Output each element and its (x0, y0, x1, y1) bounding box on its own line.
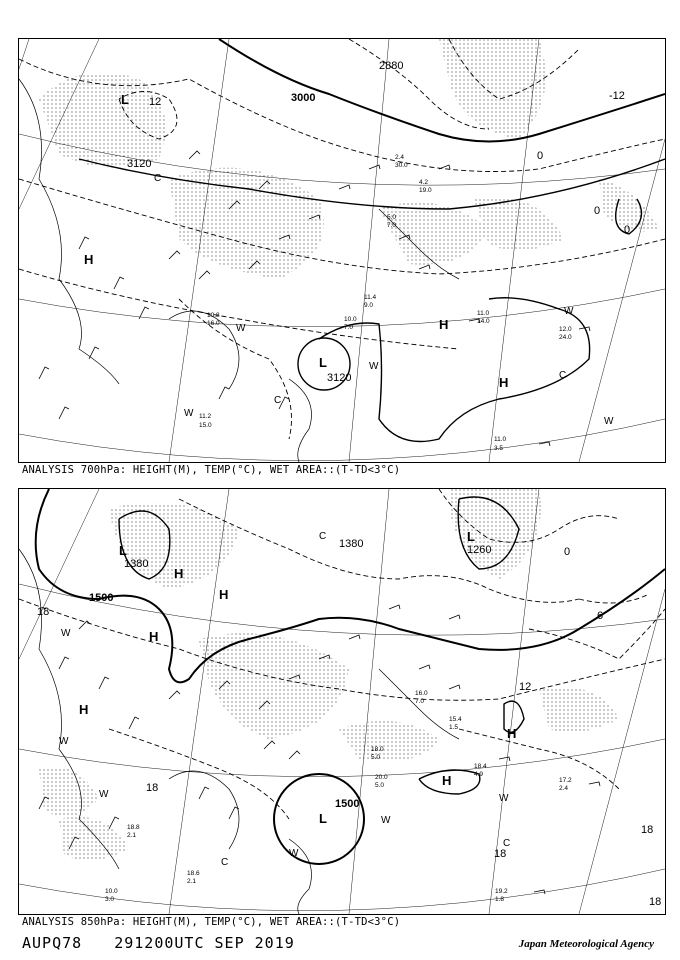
station-700-9-dep: 30.0 (395, 162, 408, 169)
station-700-1-temp: 11.0 (477, 310, 490, 317)
station-700-4-dep: 9.0 (364, 302, 374, 309)
station-850-5-dep: 5.0 (375, 782, 385, 789)
height-label-850-1500-low: 1500 (335, 798, 360, 810)
low-center-850-west: L (119, 543, 127, 558)
station-700-2-temp: 12.0 (559, 326, 572, 333)
low-center-850-north: L (467, 529, 475, 544)
height-label-850-1500-west: 1500 (89, 592, 114, 604)
station-850-6-temp: 15.4 (449, 716, 462, 723)
cold-mark-850-2: C (503, 838, 511, 849)
product-header (22, 934, 317, 952)
station-700-7-dep: 16.0 (207, 320, 220, 327)
station-850-2-dep: 4.9 (474, 771, 484, 778)
high-center-700-east: H (439, 317, 449, 332)
station-700-4-temp: 11.4 (364, 294, 377, 301)
high-center-850-6: H (507, 726, 517, 741)
station-850-7-dep: 7.0 (415, 698, 425, 705)
height-label-850-1380-north: 1380 (339, 538, 364, 550)
wind-barbs-700 (39, 151, 590, 446)
station-700-3-temp: 11.0 (494, 436, 507, 443)
cold-mark-850-1: C (221, 857, 229, 868)
high-center-850-3: H (149, 629, 159, 644)
station-850-9-dep: 2.1 (187, 878, 197, 885)
agency-name: Japan Meteorological Agency (518, 938, 654, 950)
station-700-5-dep: 7.0 (344, 324, 354, 331)
isotherm-label-850-18-a: 18 (37, 606, 50, 618)
isotherm-label-850-12: 12 (519, 681, 532, 693)
high-center-850-1: H (174, 566, 184, 581)
warm-mark-850-3: W (99, 789, 109, 800)
station-700-10-temp: 5.0 (387, 214, 397, 221)
caption-700hpa: ANALYSIS 700hPa: HEIGHT(M), TEMP(°C), WET AREA::(T-TD<3°C) (22, 464, 401, 476)
warm-mark-850-6: W (499, 793, 509, 804)
station-850-8-dep: 2.1 (127, 832, 137, 839)
map-panel-700hpa (18, 38, 666, 463)
station-700-6-dep: 15.0 (199, 422, 212, 429)
high-center-850-4: H (79, 702, 89, 717)
warm-mark-700-2: W (369, 361, 379, 372)
height-label-700-2880: 2880 (379, 60, 404, 72)
station-700-9-temp: 2.4 (395, 154, 405, 161)
station-850-9-temp: 18.6 (187, 870, 200, 877)
high-center-850-2: H (219, 587, 229, 602)
warm-mark-700-1: W (236, 323, 246, 334)
warm-mark-850-5: W (381, 815, 391, 826)
low-center-700-south: L (319, 355, 327, 370)
valid-time: 291200UTC SEP 2019 (114, 934, 295, 952)
height-label-700-3120-low: 3120 (327, 372, 352, 384)
low-center-850-south: L (319, 811, 327, 826)
station-850-3-dep: 1.8 (495, 896, 505, 903)
station-700-3-dep: 3.5 (494, 445, 504, 452)
isotherm-label-850-18-c: 18 (494, 848, 507, 860)
height-label-850-1380-west: 1380 (124, 558, 149, 570)
isotherm-label-700-0-b: 0 (594, 205, 601, 217)
station-700-8-dep: 19.0 (419, 187, 432, 194)
map-panel-850hpa (18, 488, 666, 915)
station-850-10-dep: 3.0 (105, 896, 115, 903)
station-700-6-temp: 11.2 (199, 413, 212, 420)
station-850-5-temp: 20.0 (375, 774, 388, 781)
station-850-1-temp: 17.2 (559, 777, 572, 784)
height-contours-700 (79, 39, 665, 442)
station-700-1-dep: 14.0 (477, 318, 490, 325)
height-label-700-3120-west: 3120 (127, 158, 152, 170)
warm-mark-700-3: W (564, 306, 574, 317)
isotherm-label-700-0-c: 0 (624, 224, 631, 236)
station-700-2-dep: 24.0 (559, 334, 572, 341)
station-850-3-temp: 19.2 (495, 888, 508, 895)
warm-mark-850-2: W (59, 736, 69, 747)
station-850-6-dep: 1.5 (449, 724, 459, 731)
isotherm-label-700-minus12: -12 (609, 90, 625, 102)
low-center-700-west: L (121, 92, 129, 107)
warm-mark-700-5: W (184, 408, 194, 419)
isotherm-label-700-0-a: 0 (537, 150, 544, 162)
cold-mark-700-2: C (274, 395, 282, 406)
station-850-4-dep: 5.0 (371, 754, 381, 761)
map-700hpa-canvas (19, 39, 665, 462)
station-850-7-temp: 16.0 (415, 690, 428, 697)
height-label-850-1260: 1260 (467, 544, 492, 556)
isotherm-label-850-18-b: 18 (146, 782, 159, 794)
isotherm-label-850-18-d: 18 (641, 824, 654, 836)
warm-mark-700-4: W (604, 416, 614, 427)
height-label-700-3000: 3000 (291, 92, 316, 104)
isotherm-label-700-12: 12 (149, 96, 162, 108)
station-850-1-dep: 2.4 (559, 785, 569, 792)
station-850-10-temp: 10.0 (105, 888, 118, 895)
map-850hpa-canvas (19, 489, 665, 914)
station-700-8-temp: 4.2 (419, 179, 429, 186)
high-center-700-west: H (84, 252, 94, 267)
station-850-4-temp: 18.0 (371, 746, 384, 753)
isotherm-label-850-18-e: 18 (649, 896, 662, 908)
high-center-700-southeast: H (499, 375, 509, 390)
cold-mark-700-3: C (559, 370, 567, 381)
station-700-7-temp: 10.8 (207, 312, 220, 319)
warm-mark-850-1: W (61, 628, 71, 639)
high-center-850-5: H (442, 773, 452, 788)
cold-mark-700-1: C (154, 173, 162, 184)
isotherm-label-850-0: 0 (564, 546, 571, 558)
station-700-10-dep: 7.0 (387, 222, 397, 229)
warm-mark-850-4: W (289, 848, 299, 859)
caption-850hpa: ANALYSIS 850hPa: HEIGHT(M), TEMP(°C), WET AREA::(T-TD<3°C) (22, 916, 401, 928)
cold-mark-850-3: C (319, 531, 327, 542)
station-700-5-temp: 10.0 (344, 316, 357, 323)
product-code: AUPQ78 (22, 934, 83, 952)
isotherm-label-850-6: 6 (597, 610, 604, 622)
station-850-2-temp: 18.4 (474, 763, 487, 770)
station-850-8-temp: 18.8 (127, 824, 140, 831)
